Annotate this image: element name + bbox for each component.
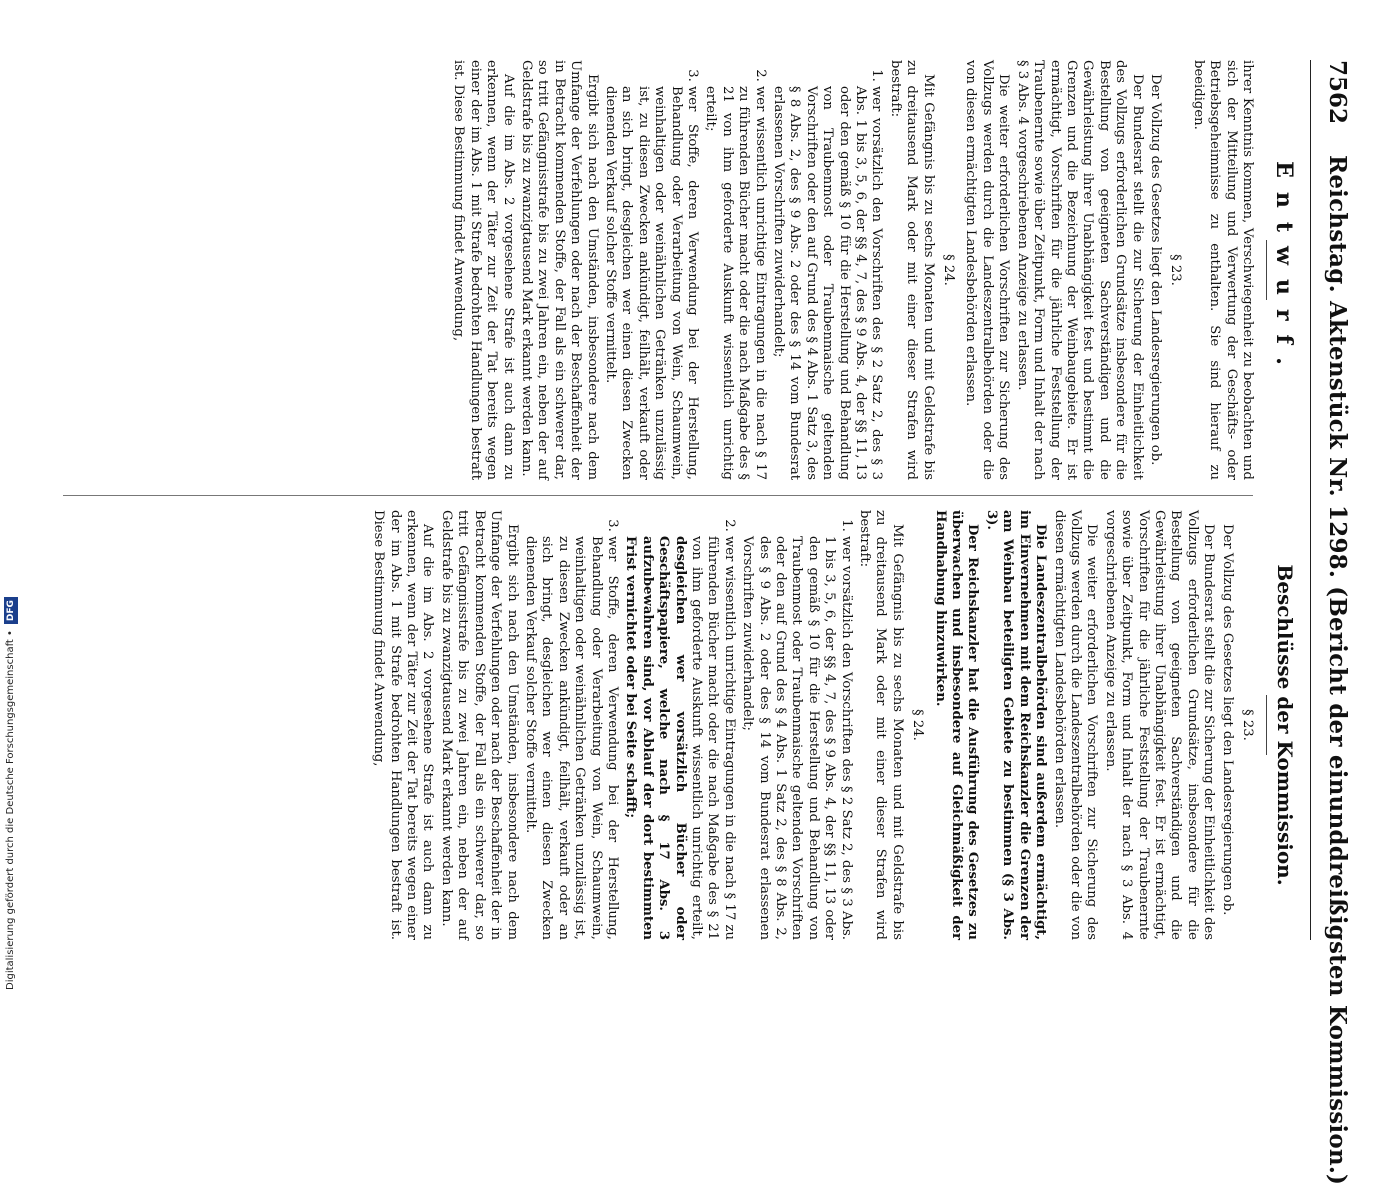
left-paragraph: Auf die im Abs. 2 vorgesehene Strafe ist auch dann zu erkennen, wenn der Täter zur Zeit der Tat bereits wegen einer der im Abs. 1 mit Strafe bedrohten Handlungen bestraft ist. Diese Bestimmung findet Anwendung, [451, 60, 516, 480]
right-heading-underline [1266, 695, 1267, 755]
right-s23-paragraph: Der Bundesrat stellt die zur Sicherung der Einheitlichkeit des Vollzugs erforderlichen Grundsätze, insbesondere für die Bestellung von geeigneten Sachverständigen und die Gewährleistung ihrer Unabhängigkeit fest. Er ist ermächtigt, Vorschriften für die jährliche Feststellung der Traubenernte sowie über Zeitpunkt, Form und Inhalt der nach § 3 Abs. 4 vorgeschriebenen Anzeige zu erlassen. [1102, 510, 1217, 940]
right-s24-item: 3. wer Stoffe, deren Verwendung bei der Herstellung, Behandlung oder Verarbeitung von Wein, Schaumwein, weinhaltigen oder weinähnlichen Getränken unzulässig ist, zu diesen Zwecken ankündigt, feilhält, verkauft oder an sich bringt, desgleichen wer einen diesen Zwecken dienenden Verkauf solcher Stoffe vermittelt. [522, 536, 620, 940]
item-text: wer wissentlich unrichtige Eintragungen in die nach § 17 zu führenden Bücher macht oder die nach Maßgabe des § 21 von ihm geforderte Auskunft wissentlich unrichtig erteilt, [689, 536, 737, 940]
left-s23-paragraph: Die weiter erforderlichen Vorschriften zur Sicherung des Vollzugs werden durch die Landeszentralbehörden oder die von diesen ermächtigten Landesbehörden erlassen. [963, 60, 1012, 480]
bold-text: desgleichen wer vorsätzlich Bücher oder Geschäftspapiere, welche nach § 17 Abs. 3 aufzubewahren sind, vor Ablauf der dort bestimmten Frist vernichtet oder bei Seite schafft; [623, 536, 688, 940]
left-s24-item: 1. wer vorsätzlich den Vorschriften des § 2 Satz 2, des § 3 Abs. 1 bis 3, 5, 6, der §§ 4, 7, des § 9 Abs. 4, der §§ 11, 13 oder den gemäß § 10 für die Herstellung und Behandlung von Traubenmost oder Traubenmaische geltenden Vorschriften oder den auf Grund des § 4 Abs. 1 Satz 3, des § 8 Abs. 2, des § 9 Abs. 2 oder des § 14 vom Bundesrat erlassenen Vorschriften zuwiderhandelt; [770, 86, 885, 480]
right-s24-item [622, 536, 737, 940]
left-column [448, 60, 1255, 480]
page-header [1311, 60, 1351, 1185]
header-rule [1310, 60, 1311, 940]
credit-line [4, 600, 18, 990]
left-s23-paragraph: Der Bundesrat stellt die zur Sicherung der Einheitlichkeit des Vollzugs erforderlichen Grundsätze insbesondere für die Bestellung von geeigneten Sachverständigen und die Gewährleistung ihrer Unabhängigkeit fest und bestimmt die Grenzen und die Bezeichnung der Weinbaugebiete. Er ist ermächtigt, Vorschriften für die jährliche Feststellung der Traubenernte sowie über Zeitpunkt, Form und Inhalt der nach § 3 Abs. 4 vorgeschriebenen Anzeige zu erlassen. [1014, 60, 1145, 480]
bold-text: Die Landeszentralbehörden sind außerdem ermächtigt, im Einvernehmen mit dem Reichskanzler die Grenzen der am Weinbau beteiligten Gebiete zu bestimmen (§ 3 Abs. 3). [983, 510, 1049, 940]
left-intro: ihrer Kenntnis kommen, Verschwiegenheit zu beobachten und sich der Mitteilung und Verwertung der Geschäfts- oder Betriebsgeheimnisse zu enthalten. Sie sind hierauf zu beeidigen. [1190, 60, 1255, 480]
left-s24-list [602, 60, 885, 480]
right-section-24-title: § 24. [910, 709, 926, 741]
left-heading-underline [1266, 240, 1267, 300]
right-s24-item: 1. wer vorsätzlich den Vorschriften des § 2 Satz 2, des § 3 Abs. 1 bis 3, 5, 6, der §§ 4, 7, des § 9 Abs. 4, der §§ 11, 13 oder den gemäß § 10 für die Herstellung und Behandlung von Traubenmost oder Traubenmaische geltenden Vorschriften oder den auf Grund des § 4 Abs. 1 Satz 2, des § 8 Abs. 2, des § 9 Abs. 2 oder des § 14 vom Bundesrat erlassenen Vorschriften zuwiderhandelt; [739, 536, 854, 940]
left-s24-item: 2. wer wissentlich unrichtige Eintragungen in die nach § 17 zu führenden Bücher macht oder die nach Maßgabe des § 21 von ihm geforderte Auskunft wissentlich unrichtig erteilt; [702, 86, 768, 480]
left-section-23-title: § 23. [1168, 254, 1184, 286]
left-s24-intro: Mit Gefängnis bis zu sechs Monaten und mit Geldstrafe bis zu dreitausend Mark oder mit einer dieser Strafen wird bestraft: [887, 60, 936, 480]
right-s23-paragraph: Der Vollzug des Gesetzes liegt den Landesregierungen ob. [1219, 524, 1235, 916]
right-s24-intro: Mit Gefängnis bis zu sechs Monaten und mit Geldstrafe bis zu dreitausend Mark oder mit einer dieser Strafen wird bestraft: [857, 510, 905, 940]
left-paragraph: Ergibt sich nach den Umständen, insbesondere nach dem Umfange der Verfehlungen oder nach der Beschaffenheit der in Betracht kommenden Stoffe, der Fall als ein schwerer dar, so tritt Gefängnisstrafe bis zu zwei Jahren ein, neben der auf Geldstrafe bis zu zwanzigtausend Mark erkannt werden kann. [518, 60, 600, 480]
credit-text: Digitalisierung gefördert durch die Deutsche Forschungsgemeinschaft • [5, 630, 16, 990]
right-s24-list [522, 510, 854, 940]
left-s24-item: 3. wer Stoffe, deren Verwendung bei der Herstellung, Behandlung oder Verarbeitung von Wein, Schaumwein, weinhaltigen oder weinähnlichen Getränken unzulässig ist, zu diesen Zwecken ankündigt, feilhält, verkauft oder an sich bringt, desgleichen wer einen diesen Zwecken dienenden Verkauf solcher Stoffe vermittelt. [602, 86, 700, 480]
left-section-24-title: § 24. [941, 254, 957, 286]
page-title: Reichstag. Aktenstück Nr. 1298. (Bericht der einunddreißigsten Kommission.) [1324, 155, 1351, 1185]
right-s23-paragraph: Die weiter erforderlichen Vorschriften zur Sicherung des Vollzugs werden durch die Landeszentralbehörden oder die von diesen ermächtigten Landesbehörden erlassen. [1051, 510, 1100, 940]
right-s23-bold-paragraph [983, 510, 1049, 940]
digitization-credit [4, 600, 18, 990]
right-section-23-title: § 23. [1240, 709, 1255, 741]
right-column-heading: Beschlüsse der Kommission. [1273, 564, 1297, 886]
left-column-heading: Entwurf. [1271, 161, 1297, 379]
right-s23-bold-paragraph [931, 510, 980, 940]
column-divider [63, 495, 1253, 496]
dfg-logo: DFG [4, 597, 18, 624]
right-paragraph: Auf die im Abs. 2 vorgesehene Strafe ist auch dann zu erkennen, wenn der Täter zur Zeit der Tat bereits wegen einer der im Abs. 1 mit Strafe bedrohten Handlungen bestraft ist. Diese Bestimmung findet Anwendung, [371, 510, 436, 940]
left-s23-paragraph: Der Vollzug des Gesetzes liegt den Landesregierungen ob. [1147, 74, 1163, 466]
page-number: 7562 [1324, 60, 1351, 125]
right-paragraph: Ergibt sich nach den Umständen, insbesondere nach dem Umfange der Verfehlungen oder nach der Beschaffenheit der in Betracht kommenden Stoffe, der Fall als ein schwerer dar, so tritt Gefängnisstrafe bis zu zwei Jahren ein, neben der auf Geldstrafe bis zu zwanzigtausend Mark erkannt werden kann. [438, 510, 520, 940]
bold-text: Der Reichskanzler hat die Ausführung des Gesetzes zu überwachen und insbesondere auf Gleichmäßigkeit der Handhabung hinzuwirken. [932, 510, 981, 940]
right-column [368, 510, 1255, 940]
